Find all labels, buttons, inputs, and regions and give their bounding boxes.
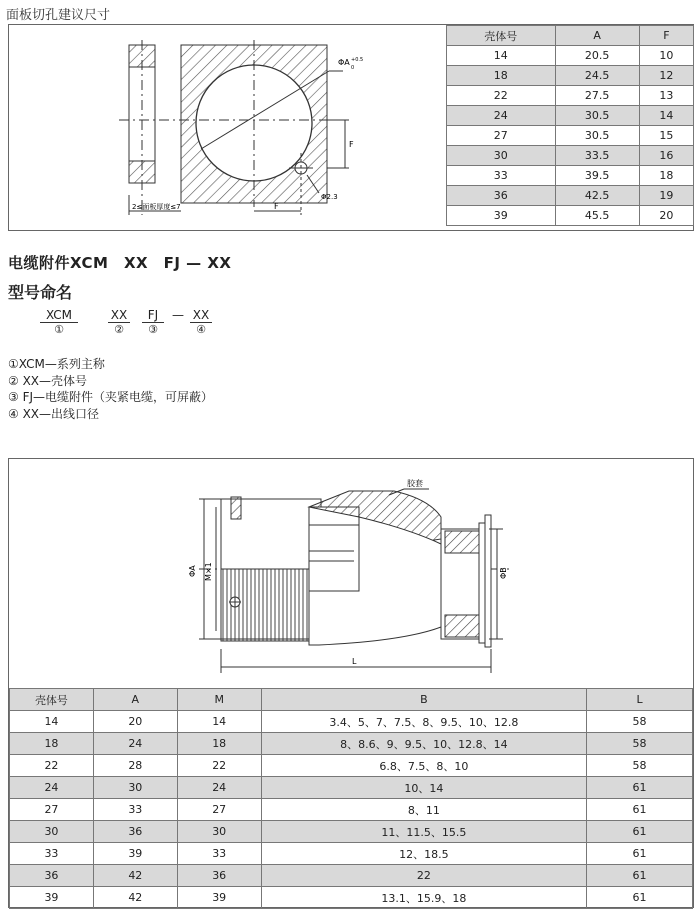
- cell: 18: [10, 733, 94, 755]
- cell: 33: [447, 166, 556, 186]
- header-shell-no: 壳体号: [447, 26, 556, 46]
- code-text: XCM: [40, 308, 78, 323]
- naming-legend: [8, 356, 213, 422]
- cell: 18: [447, 66, 556, 86]
- label-phi-b: ΦB: [499, 567, 508, 579]
- cell: 18: [177, 733, 261, 755]
- cell: 6.8、7.5、8、10: [261, 755, 586, 777]
- cell: 27.5: [555, 86, 639, 106]
- cell: 33: [177, 843, 261, 865]
- label-f-vertical: F: [349, 140, 354, 149]
- cell: 14: [10, 711, 94, 733]
- cell: 61: [587, 821, 693, 843]
- cell: 42: [93, 887, 177, 909]
- header-f: F: [639, 26, 693, 46]
- cell: 36: [177, 865, 261, 887]
- panel-cutout-drawing: [9, 25, 445, 230]
- accessory-dimension-table: [9, 688, 693, 909]
- label-phi-a: ΦA: [188, 565, 197, 577]
- table-row: [447, 46, 694, 66]
- cell: 20: [93, 711, 177, 733]
- section-title-panel-cutout: 面板切孔建议尺寸: [6, 8, 111, 23]
- legend-item: ③ FJ—电缆附件（夹紧电缆，可屏蔽）: [8, 390, 214, 404]
- label-m: M×1: [204, 562, 213, 581]
- code-part-accessory: [142, 308, 164, 336]
- cell: 61: [587, 887, 693, 909]
- table-header-row: [447, 26, 694, 46]
- cell: 30: [93, 777, 177, 799]
- code-part-outlet: [190, 308, 212, 336]
- table-row: [10, 733, 693, 755]
- cell: 10: [639, 46, 693, 66]
- cell: 24: [93, 733, 177, 755]
- table-row: [10, 777, 693, 799]
- cell: 27: [10, 799, 94, 821]
- label-l: L: [352, 657, 357, 666]
- cell: 22: [261, 865, 586, 887]
- cell: 58: [587, 711, 693, 733]
- table-row: [10, 821, 693, 843]
- cell: 39: [177, 887, 261, 909]
- cell: 20.5: [555, 46, 639, 66]
- label-phi-a: ΦA: [338, 58, 350, 67]
- cell: 22: [10, 755, 94, 777]
- cell: 12: [639, 66, 693, 86]
- code-number: ④: [196, 323, 206, 336]
- cell: 18: [639, 166, 693, 186]
- cell: 27: [177, 799, 261, 821]
- label-hole-diameter: Φ2.3: [321, 193, 338, 201]
- cell: 13: [639, 86, 693, 106]
- cell: 30.5: [555, 126, 639, 146]
- cell: 39: [10, 887, 94, 909]
- cell: 30: [10, 821, 94, 843]
- code-part-shell: [108, 308, 130, 336]
- cell: 12、18.5: [261, 843, 586, 865]
- cell: 61: [587, 777, 693, 799]
- table-row: [10, 799, 693, 821]
- code-number: ③: [148, 323, 158, 336]
- code-text: FJ: [142, 308, 164, 323]
- cutout-dimension-table: [446, 25, 694, 226]
- panel-cutout-section: [8, 24, 694, 231]
- table-row: [10, 755, 693, 777]
- cell: 11、11.5、15.5: [261, 821, 586, 843]
- cell: 39: [447, 206, 556, 226]
- cell: 14: [639, 106, 693, 126]
- cell: 33.5: [555, 146, 639, 166]
- cell: 8、11: [261, 799, 586, 821]
- cell: 36: [447, 186, 556, 206]
- table-row: [447, 126, 694, 146]
- cell: 36: [10, 865, 94, 887]
- cell: 61: [587, 865, 693, 887]
- cell: 61: [587, 843, 693, 865]
- header-l: L: [587, 689, 693, 711]
- code-text: XX: [108, 308, 130, 323]
- cell: 61: [587, 799, 693, 821]
- table-row: [10, 843, 693, 865]
- header-m: M: [177, 689, 261, 711]
- cell: 58: [587, 733, 693, 755]
- cell: 22: [177, 755, 261, 777]
- label-tol-bottom: 0: [351, 65, 355, 71]
- header-b: B: [261, 689, 586, 711]
- cell: 20: [639, 206, 693, 226]
- cell: 16: [639, 146, 693, 166]
- cell: 14: [447, 46, 556, 66]
- cable-accessory-drawing: [9, 459, 693, 687]
- code-dash: —: [172, 308, 184, 322]
- cell: 30.5: [555, 106, 639, 126]
- code-text: XX: [190, 308, 212, 323]
- table-row: [447, 66, 694, 86]
- cell: 3.4、5、7、7.5、8、9.5、10、12.8: [261, 711, 586, 733]
- cell: 33: [10, 843, 94, 865]
- code-part-series: [40, 308, 78, 336]
- table-row: [447, 86, 694, 106]
- cell: 24: [177, 777, 261, 799]
- code-number: ②: [114, 323, 124, 336]
- cell: 42: [93, 865, 177, 887]
- legend-item: ①XCM—系列主称: [8, 357, 105, 371]
- cell: 8、8.6、9、9.5、10、12.8、14: [261, 733, 586, 755]
- table-row: [447, 106, 694, 126]
- legend-item: ④ XX—出线口径: [8, 406, 100, 421]
- cell: 28: [93, 755, 177, 777]
- cell: 24.5: [555, 66, 639, 86]
- model-designation: 电缆附件XCM XX FJ — XX: [8, 254, 232, 272]
- cell: 42.5: [555, 186, 639, 206]
- code-number: ①: [54, 323, 64, 336]
- label-sleeve: 胶套: [407, 479, 423, 488]
- cell: 14: [177, 711, 261, 733]
- cell: 19: [639, 186, 693, 206]
- header-a: A: [555, 26, 639, 46]
- table-row: [447, 146, 694, 166]
- cell: 24: [447, 106, 556, 126]
- cell: 24: [10, 777, 94, 799]
- table-row: [447, 166, 694, 186]
- cell: 45.5: [555, 206, 639, 226]
- label-tol-top: +0.5: [351, 57, 364, 63]
- table-row: [447, 186, 694, 206]
- table-row: [10, 887, 693, 909]
- cell: 30: [177, 821, 261, 843]
- cell: 58: [587, 755, 693, 777]
- table-header-row: [10, 689, 693, 711]
- header-shell-no: 壳体号: [10, 689, 94, 711]
- cell: 15: [639, 126, 693, 146]
- cell: 10、14: [261, 777, 586, 799]
- cell: 13.1、15.9、18: [261, 887, 586, 909]
- cell: 30: [447, 146, 556, 166]
- naming-title: 型号命名: [8, 283, 73, 302]
- cell: 39: [93, 843, 177, 865]
- cell: 33: [93, 799, 177, 821]
- table-row: [447, 206, 694, 226]
- table-row: [10, 711, 693, 733]
- legend-item: ② XX—壳体号: [8, 373, 88, 388]
- header-a: A: [93, 689, 177, 711]
- cell: 27: [447, 126, 556, 146]
- cable-accessory-section: [8, 458, 694, 908]
- cell: 22: [447, 86, 556, 106]
- cell: 39.5: [555, 166, 639, 186]
- table-row: [10, 865, 693, 887]
- label-panel-thickness: 2≤面板厚度≤7: [132, 203, 181, 211]
- cell: 36: [93, 821, 177, 843]
- label-f-horizontal: F: [274, 202, 279, 211]
